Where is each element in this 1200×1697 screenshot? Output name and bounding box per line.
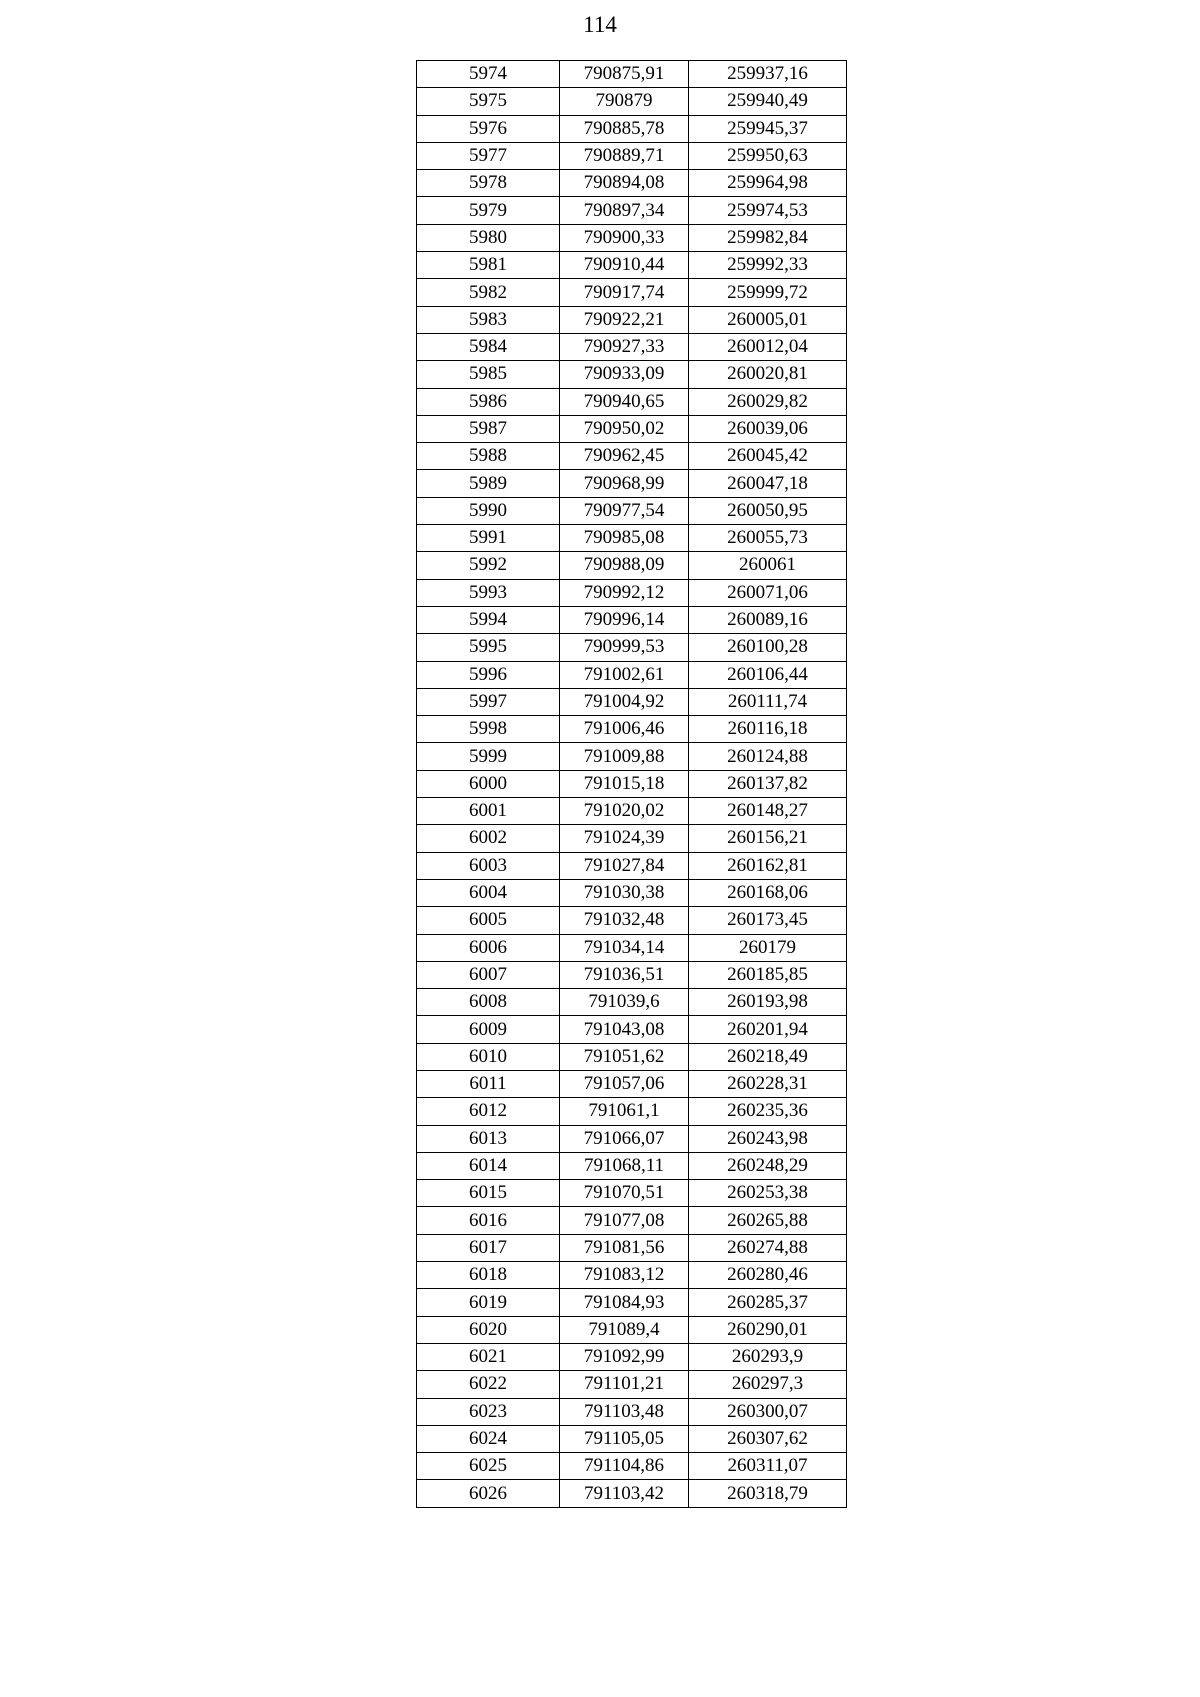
table-row <box>417 306 847 333</box>
x-coordinate-cell: 791009,88 <box>560 743 689 770</box>
point-number-cell: 6025 <box>417 1453 560 1480</box>
y-coordinate-cell: 260293,9 <box>689 1343 847 1370</box>
x-coordinate-cell: 790999,53 <box>560 634 689 661</box>
point-number-cell: 5989 <box>417 470 560 497</box>
point-number-cell: 6001 <box>417 798 560 825</box>
y-coordinate-cell: 260071,06 <box>689 579 847 606</box>
table-row <box>417 989 847 1016</box>
y-coordinate-cell: 260047,18 <box>689 470 847 497</box>
x-coordinate-cell: 790968,99 <box>560 470 689 497</box>
point-number-cell: 6024 <box>417 1425 560 1452</box>
point-number-cell: 5979 <box>417 197 560 224</box>
point-number-cell: 5996 <box>417 661 560 688</box>
y-coordinate-cell: 260280,46 <box>689 1262 847 1289</box>
point-number-cell: 5994 <box>417 606 560 633</box>
x-coordinate-cell: 791034,14 <box>560 934 689 961</box>
x-coordinate-cell: 791083,12 <box>560 1262 689 1289</box>
point-number-cell: 6015 <box>417 1180 560 1207</box>
table-row <box>417 1398 847 1425</box>
y-coordinate-cell: 260228,31 <box>689 1070 847 1097</box>
y-coordinate-cell: 260050,95 <box>689 497 847 524</box>
x-coordinate-cell: 791051,62 <box>560 1043 689 1070</box>
point-number-cell: 5977 <box>417 142 560 169</box>
point-number-cell: 6004 <box>417 879 560 906</box>
y-coordinate-cell: 260265,88 <box>689 1207 847 1234</box>
table-row <box>417 88 847 115</box>
x-coordinate-cell: 791104,86 <box>560 1453 689 1480</box>
y-coordinate-cell: 260029,82 <box>689 388 847 415</box>
point-number-cell: 6002 <box>417 825 560 852</box>
table-row <box>417 497 847 524</box>
x-coordinate-cell: 791032,48 <box>560 907 689 934</box>
x-coordinate-cell: 791103,42 <box>560 1480 689 1507</box>
x-coordinate-cell: 791103,48 <box>560 1398 689 1425</box>
point-number-cell: 5982 <box>417 279 560 306</box>
y-coordinate-cell: 260124,88 <box>689 743 847 770</box>
x-coordinate-cell: 790897,34 <box>560 197 689 224</box>
point-number-cell: 6009 <box>417 1016 560 1043</box>
x-coordinate-cell: 791070,51 <box>560 1180 689 1207</box>
y-coordinate-cell: 259940,49 <box>689 88 847 115</box>
table-row <box>417 934 847 961</box>
y-coordinate-cell: 260193,98 <box>689 989 847 1016</box>
coordinates-table-body <box>417 61 847 1508</box>
y-coordinate-cell: 260307,62 <box>689 1425 847 1452</box>
table-row <box>417 1371 847 1398</box>
table-row <box>417 361 847 388</box>
table-row <box>417 1098 847 1125</box>
point-number-cell: 6008 <box>417 989 560 1016</box>
x-coordinate-cell: 790985,08 <box>560 525 689 552</box>
point-number-cell: 6005 <box>417 907 560 934</box>
y-coordinate-cell: 260005,01 <box>689 306 847 333</box>
point-number-cell: 5986 <box>417 388 560 415</box>
x-coordinate-cell: 791027,84 <box>560 852 689 879</box>
point-number-cell: 6023 <box>417 1398 560 1425</box>
y-coordinate-cell: 259982,84 <box>689 224 847 251</box>
x-coordinate-cell: 791068,11 <box>560 1152 689 1179</box>
table-row <box>417 1262 847 1289</box>
x-coordinate-cell: 791024,39 <box>560 825 689 852</box>
y-coordinate-cell: 260248,29 <box>689 1152 847 1179</box>
table-row <box>417 1180 847 1207</box>
x-coordinate-cell: 791105,05 <box>560 1425 689 1452</box>
table-row <box>417 852 847 879</box>
table-row <box>417 224 847 251</box>
point-number-cell: 5974 <box>417 61 560 88</box>
y-coordinate-cell: 260156,21 <box>689 825 847 852</box>
y-coordinate-cell: 260106,44 <box>689 661 847 688</box>
x-coordinate-cell: 791092,99 <box>560 1343 689 1370</box>
x-coordinate-cell: 790992,12 <box>560 579 689 606</box>
y-coordinate-cell: 260173,45 <box>689 907 847 934</box>
table-row <box>417 1343 847 1370</box>
x-coordinate-cell: 791061,1 <box>560 1098 689 1125</box>
point-number-cell: 5991 <box>417 525 560 552</box>
point-number-cell: 6013 <box>417 1125 560 1152</box>
x-coordinate-cell: 790933,09 <box>560 361 689 388</box>
y-coordinate-cell: 260020,81 <box>689 361 847 388</box>
x-coordinate-cell: 790889,71 <box>560 142 689 169</box>
table-row <box>417 879 847 906</box>
x-coordinate-cell: 790940,65 <box>560 388 689 415</box>
table-row <box>417 197 847 224</box>
y-coordinate-cell: 259999,72 <box>689 279 847 306</box>
point-number-cell: 5984 <box>417 333 560 360</box>
x-coordinate-cell: 791004,92 <box>560 688 689 715</box>
y-coordinate-cell: 260055,73 <box>689 525 847 552</box>
point-number-cell: 5976 <box>417 115 560 142</box>
table-row <box>417 279 847 306</box>
y-coordinate-cell: 260218,49 <box>689 1043 847 1070</box>
x-coordinate-cell: 791066,07 <box>560 1125 689 1152</box>
point-number-cell: 6014 <box>417 1152 560 1179</box>
x-coordinate-cell: 791030,38 <box>560 879 689 906</box>
table-row <box>417 1125 847 1152</box>
x-coordinate-cell: 790885,78 <box>560 115 689 142</box>
table-row <box>417 606 847 633</box>
table-row <box>417 388 847 415</box>
y-coordinate-cell: 260100,28 <box>689 634 847 661</box>
table-row <box>417 1316 847 1343</box>
y-coordinate-cell: 259964,98 <box>689 170 847 197</box>
table-row <box>417 961 847 988</box>
coordinates-table <box>416 60 847 1508</box>
y-coordinate-cell: 259992,33 <box>689 252 847 279</box>
y-coordinate-cell: 259945,37 <box>689 115 847 142</box>
x-coordinate-cell: 791002,61 <box>560 661 689 688</box>
y-coordinate-cell: 260162,81 <box>689 852 847 879</box>
table-row <box>417 798 847 825</box>
x-coordinate-cell: 790977,54 <box>560 497 689 524</box>
y-coordinate-cell: 260116,18 <box>689 716 847 743</box>
y-coordinate-cell: 260045,42 <box>689 443 847 470</box>
x-coordinate-cell: 791084,93 <box>560 1289 689 1316</box>
x-coordinate-cell: 790879 <box>560 88 689 115</box>
point-number-cell: 6000 <box>417 770 560 797</box>
y-coordinate-cell: 260300,07 <box>689 1398 847 1425</box>
point-number-cell: 5992 <box>417 552 560 579</box>
y-coordinate-cell: 260039,06 <box>689 415 847 442</box>
point-number-cell: 5997 <box>417 688 560 715</box>
page-number: 114 <box>583 12 617 37</box>
table-row <box>417 61 847 88</box>
point-number-cell: 5988 <box>417 443 560 470</box>
point-number-cell: 6020 <box>417 1316 560 1343</box>
y-coordinate-cell: 260148,27 <box>689 798 847 825</box>
point-number-cell: 6006 <box>417 934 560 961</box>
x-coordinate-cell: 791006,46 <box>560 716 689 743</box>
point-number-cell: 5999 <box>417 743 560 770</box>
point-number-cell: 6003 <box>417 852 560 879</box>
point-number-cell: 5993 <box>417 579 560 606</box>
x-coordinate-cell: 791081,56 <box>560 1234 689 1261</box>
point-number-cell: 5985 <box>417 361 560 388</box>
x-coordinate-cell: 790962,45 <box>560 443 689 470</box>
table-row <box>417 825 847 852</box>
y-coordinate-cell: 260137,82 <box>689 770 847 797</box>
y-coordinate-cell: 260274,88 <box>689 1234 847 1261</box>
table-row <box>417 1453 847 1480</box>
table-row <box>417 688 847 715</box>
table-row <box>417 115 847 142</box>
point-number-cell: 6010 <box>417 1043 560 1070</box>
x-coordinate-cell: 791039,6 <box>560 989 689 1016</box>
x-coordinate-cell: 791020,02 <box>560 798 689 825</box>
x-coordinate-cell: 790917,74 <box>560 279 689 306</box>
point-number-cell: 5998 <box>417 716 560 743</box>
x-coordinate-cell: 790922,21 <box>560 306 689 333</box>
x-coordinate-cell: 790996,14 <box>560 606 689 633</box>
point-number-cell: 6026 <box>417 1480 560 1507</box>
y-coordinate-cell: 260111,74 <box>689 688 847 715</box>
table-row <box>417 552 847 579</box>
table-row <box>417 907 847 934</box>
y-coordinate-cell: 260290,01 <box>689 1316 847 1343</box>
y-coordinate-cell: 260201,94 <box>689 1016 847 1043</box>
y-coordinate-cell: 260179 <box>689 934 847 961</box>
table-row <box>417 170 847 197</box>
table-row <box>417 142 847 169</box>
y-coordinate-cell: 259974,53 <box>689 197 847 224</box>
y-coordinate-cell: 260243,98 <box>689 1125 847 1152</box>
y-coordinate-cell: 260168,06 <box>689 879 847 906</box>
table-row <box>417 443 847 470</box>
table-row <box>417 1070 847 1097</box>
table-row <box>417 1207 847 1234</box>
y-coordinate-cell: 259937,16 <box>689 61 847 88</box>
x-coordinate-cell: 791101,21 <box>560 1371 689 1398</box>
x-coordinate-cell: 790927,33 <box>560 333 689 360</box>
table-row <box>417 770 847 797</box>
point-number-cell: 6018 <box>417 1262 560 1289</box>
x-coordinate-cell: 790988,09 <box>560 552 689 579</box>
table-row <box>417 661 847 688</box>
point-number-cell: 6016 <box>417 1207 560 1234</box>
y-coordinate-cell: 260253,38 <box>689 1180 847 1207</box>
table-row <box>417 1289 847 1316</box>
point-number-cell: 5981 <box>417 252 560 279</box>
point-number-cell: 6022 <box>417 1371 560 1398</box>
x-coordinate-cell: 791036,51 <box>560 961 689 988</box>
y-coordinate-cell: 260185,85 <box>689 961 847 988</box>
y-coordinate-cell: 260297,3 <box>689 1371 847 1398</box>
table-row <box>417 470 847 497</box>
point-number-cell: 6021 <box>417 1343 560 1370</box>
x-coordinate-cell: 790894,08 <box>560 170 689 197</box>
point-number-cell: 6007 <box>417 961 560 988</box>
y-coordinate-cell: 260285,37 <box>689 1289 847 1316</box>
x-coordinate-cell: 791057,06 <box>560 1070 689 1097</box>
x-coordinate-cell: 790900,33 <box>560 224 689 251</box>
table-row <box>417 1480 847 1507</box>
point-number-cell: 5980 <box>417 224 560 251</box>
x-coordinate-cell: 791043,08 <box>560 1016 689 1043</box>
y-coordinate-cell: 260318,79 <box>689 1480 847 1507</box>
table-row <box>417 634 847 661</box>
y-coordinate-cell: 260235,36 <box>689 1098 847 1125</box>
point-number-cell: 5975 <box>417 88 560 115</box>
table-row <box>417 415 847 442</box>
table-row <box>417 1152 847 1179</box>
table-row <box>417 1425 847 1452</box>
point-number-cell: 5983 <box>417 306 560 333</box>
x-coordinate-cell: 790950,02 <box>560 415 689 442</box>
point-number-cell: 6017 <box>417 1234 560 1261</box>
table-row <box>417 1016 847 1043</box>
x-coordinate-cell: 790875,91 <box>560 61 689 88</box>
y-coordinate-cell: 259950,63 <box>689 142 847 169</box>
point-number-cell: 5978 <box>417 170 560 197</box>
table-row <box>417 716 847 743</box>
x-coordinate-cell: 791077,08 <box>560 1207 689 1234</box>
table-row <box>417 1234 847 1261</box>
point-number-cell: 5990 <box>417 497 560 524</box>
point-number-cell: 6012 <box>417 1098 560 1125</box>
x-coordinate-cell: 790910,44 <box>560 252 689 279</box>
table-row <box>417 252 847 279</box>
table-row <box>417 743 847 770</box>
y-coordinate-cell: 260311,07 <box>689 1453 847 1480</box>
y-coordinate-cell: 260089,16 <box>689 606 847 633</box>
x-coordinate-cell: 791015,18 <box>560 770 689 797</box>
point-number-cell: 5987 <box>417 415 560 442</box>
point-number-cell: 5995 <box>417 634 560 661</box>
point-number-cell: 6011 <box>417 1070 560 1097</box>
point-number-cell: 6019 <box>417 1289 560 1316</box>
table-row <box>417 579 847 606</box>
table-row <box>417 333 847 360</box>
x-coordinate-cell: 791089,4 <box>560 1316 689 1343</box>
y-coordinate-cell: 260012,04 <box>689 333 847 360</box>
y-coordinate-cell: 260061 <box>689 552 847 579</box>
table-row <box>417 1043 847 1070</box>
table-row <box>417 525 847 552</box>
